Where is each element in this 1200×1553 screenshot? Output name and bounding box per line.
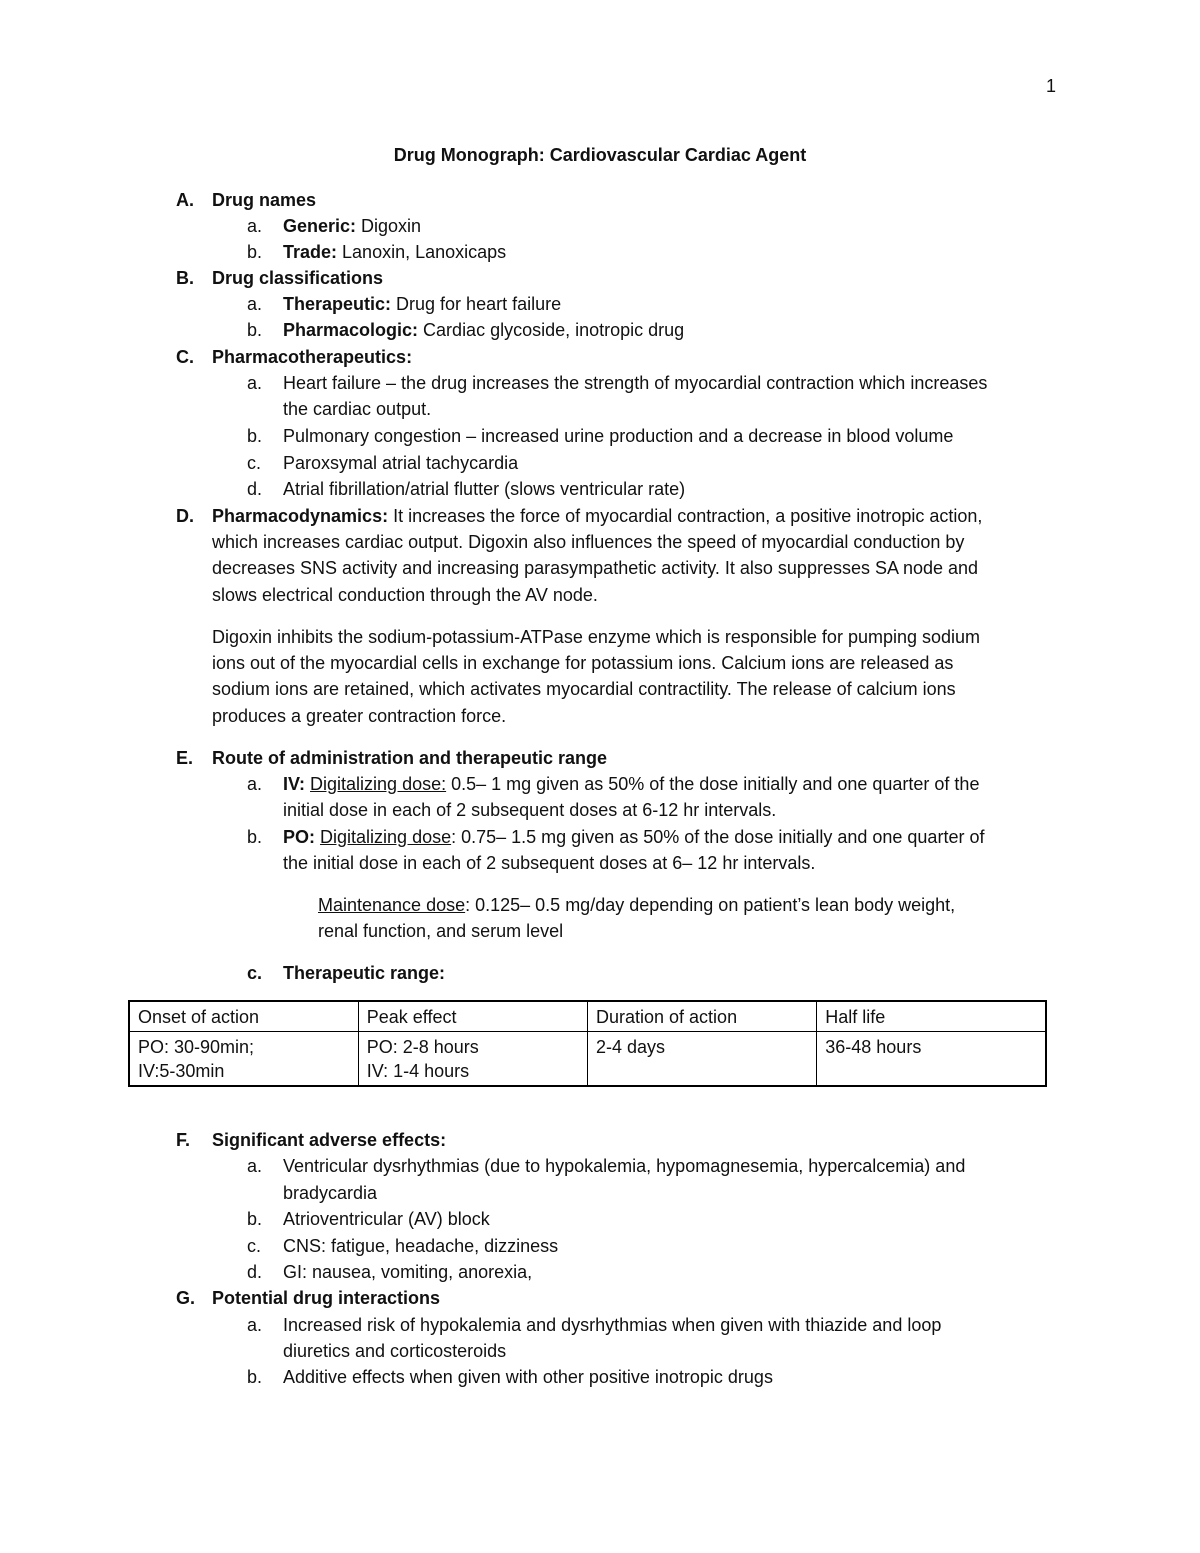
item-label: Pharmacodynamics: xyxy=(212,506,389,526)
list-marker: b. xyxy=(247,1209,263,1229)
list-marker: c. xyxy=(247,453,262,473)
table-row xyxy=(129,1032,1046,1087)
table-header-cell: Half life xyxy=(817,1001,1046,1032)
list-marker: b. xyxy=(247,1367,263,1387)
paragraph-line: produces a greater contraction force. xyxy=(212,706,507,726)
item-text: Digoxin xyxy=(356,216,422,236)
list-item: PO: Digitalizing dose: 0.75– 1.5 mg given as 50% of the dose initially and one quarter of xyxy=(283,827,985,847)
paragraph-line: sodium ions are retained, which activates myocardial contractility. The release of calcium ions xyxy=(212,679,956,699)
section-e-heading: Route of administration and therapeutic range xyxy=(212,748,608,768)
table-cell: 2-4 days xyxy=(588,1032,817,1087)
list-item-text: Atrioventricular (AV) block xyxy=(283,1209,490,1229)
list-marker: a. xyxy=(247,1156,263,1176)
page-number: 1 xyxy=(1046,76,1057,96)
section-b-marker: B. xyxy=(176,268,194,288)
item-label: PO: xyxy=(283,827,316,847)
therapeutic-range-table xyxy=(128,1000,1047,1087)
list-marker: a. xyxy=(247,216,263,236)
list-item-text: CNS: fatigue, headache, dizziness xyxy=(283,1236,559,1256)
table-header-cell: Duration of action xyxy=(588,1001,817,1032)
dose-label: Digitalizing dose: xyxy=(310,774,447,794)
list-item-text: diuretics and corticosteroids xyxy=(283,1341,507,1361)
paragraph-line: Digoxin inhibits the sodium-potassium-ATPase enzyme which is responsible for pumping sodium xyxy=(212,627,981,647)
list-marker: d. xyxy=(247,479,263,499)
page-title: Drug Monograph: Cardiovascular Cardiac Agent xyxy=(393,145,807,165)
list-marker: a. xyxy=(247,1315,263,1335)
item-text: Drug for heart failure xyxy=(391,294,562,314)
list-item-text: Heart failure – the drug increases the strength of myocardial contraction which increases xyxy=(283,373,988,393)
maintenance-dose: Maintenance dose: 0.125– 0.5 mg/day depending on patient’s lean body weight, xyxy=(318,895,956,915)
list-marker: c. xyxy=(247,1236,262,1256)
section-f-marker: F. xyxy=(176,1130,191,1150)
list-marker: a. xyxy=(247,294,263,314)
paragraph-line: Pharmacodynamics: It increases the force of myocardial contraction, a positive inotropic action, xyxy=(212,506,983,526)
table-cell: 36-48 hours xyxy=(817,1032,1046,1087)
therapeutic-range-label: Therapeutic range: xyxy=(283,963,446,983)
table-header-row xyxy=(129,1001,1046,1032)
list-marker: a. xyxy=(247,774,263,794)
list-item-text: Additive effects when given with other positive inotropic drugs xyxy=(283,1367,773,1387)
section-a-heading: Drug names xyxy=(212,190,317,210)
item-label: Generic: xyxy=(283,216,357,236)
section-g-marker: G. xyxy=(176,1288,196,1308)
list-item-text: Increased risk of hypokalemia and dysrhythmias when given with thiazide and loop xyxy=(283,1315,942,1335)
paragraph-line: which increases cardiac output. Digoxin also influences the speed of myocardial conduction by xyxy=(212,532,965,552)
paragraph-line: decreases SNS activity and increasing parasympathetic activity. It also suppresses SA node and xyxy=(212,558,979,578)
dose-label: Digitalizing dose xyxy=(320,827,452,847)
dose-label: Maintenance dose xyxy=(318,895,466,915)
list-item-text: Paroxsymal atrial tachycardia xyxy=(283,453,519,473)
list-marker: a. xyxy=(247,373,263,393)
list-item: IV: Digitalizing dose: 0.5– 1 mg given as 50% of the dose initially and one quarter of the xyxy=(283,774,980,794)
list-marker: b. xyxy=(247,426,263,446)
paragraph-line: ions out of the myocardial cells in exchange for potassium ions. Calcium ions are released as xyxy=(212,653,954,673)
list-item xyxy=(283,319,684,341)
list-item-text: renal function, and serum level xyxy=(318,921,564,941)
item-label: Pharmacologic: xyxy=(283,320,419,340)
section-b-heading: Drug classifications xyxy=(212,268,384,288)
list-item-text: the initial dose in each of 2 subsequent doses at 6– 12 hr intervals. xyxy=(283,853,816,873)
list-item xyxy=(283,241,506,263)
item-label: Therapeutic: xyxy=(283,294,392,314)
item-text: Cardiac glycoside, inotropic drug xyxy=(418,320,685,340)
list-item-text: Pulmonary congestion – increased urine production and a decrease in blood volume xyxy=(283,426,954,446)
item-label: IV: xyxy=(283,774,306,794)
section-e-marker: E. xyxy=(176,748,194,768)
section-d-marker: D. xyxy=(176,506,194,526)
table-cell: PO: 2-8 hours IV: 1-4 hours xyxy=(358,1032,587,1087)
table-header-cell: Onset of action xyxy=(129,1001,358,1032)
list-item-text: bradycardia xyxy=(283,1183,378,1203)
list-item xyxy=(283,215,421,237)
section-f-heading: Significant adverse effects: xyxy=(212,1130,447,1150)
section-a-marker: A. xyxy=(176,190,194,210)
list-item-text: Atrial fibrillation/atrial flutter (slows ventricular rate) xyxy=(283,479,686,499)
list-marker: b. xyxy=(247,827,263,847)
list-item-text: initial dose in each of 2 subsequent doses at 6-12 hr intervals. xyxy=(283,800,777,820)
table-header-cell: Peak effect xyxy=(358,1001,587,1032)
list-marker: b. xyxy=(247,320,263,340)
list-item-text: GI: nausea, vomiting, anorexia, xyxy=(283,1262,533,1282)
list-marker: b. xyxy=(247,242,263,262)
list-marker: c. xyxy=(247,963,263,983)
item-text: Lanoxin, Lanoxicaps xyxy=(337,242,507,262)
item-label: Trade: xyxy=(283,242,338,262)
list-marker: d. xyxy=(247,1262,263,1282)
list-item-text: the cardiac output. xyxy=(283,399,432,419)
section-c-heading: Pharmacotherapeutics: xyxy=(212,347,413,367)
section-g-heading: Potential drug interactions xyxy=(212,1288,441,1308)
list-item-text: Ventricular dysrhythmias (due to hypokalemia, hypomagnesemia, hypercalcemia) and xyxy=(283,1156,966,1176)
table-cell: PO: 30-90min; IV:5-30min xyxy=(129,1032,358,1087)
list-item xyxy=(283,293,561,315)
section-c-marker: C. xyxy=(176,347,194,367)
paragraph-line: slows electrical conduction through the AV node. xyxy=(212,585,598,605)
